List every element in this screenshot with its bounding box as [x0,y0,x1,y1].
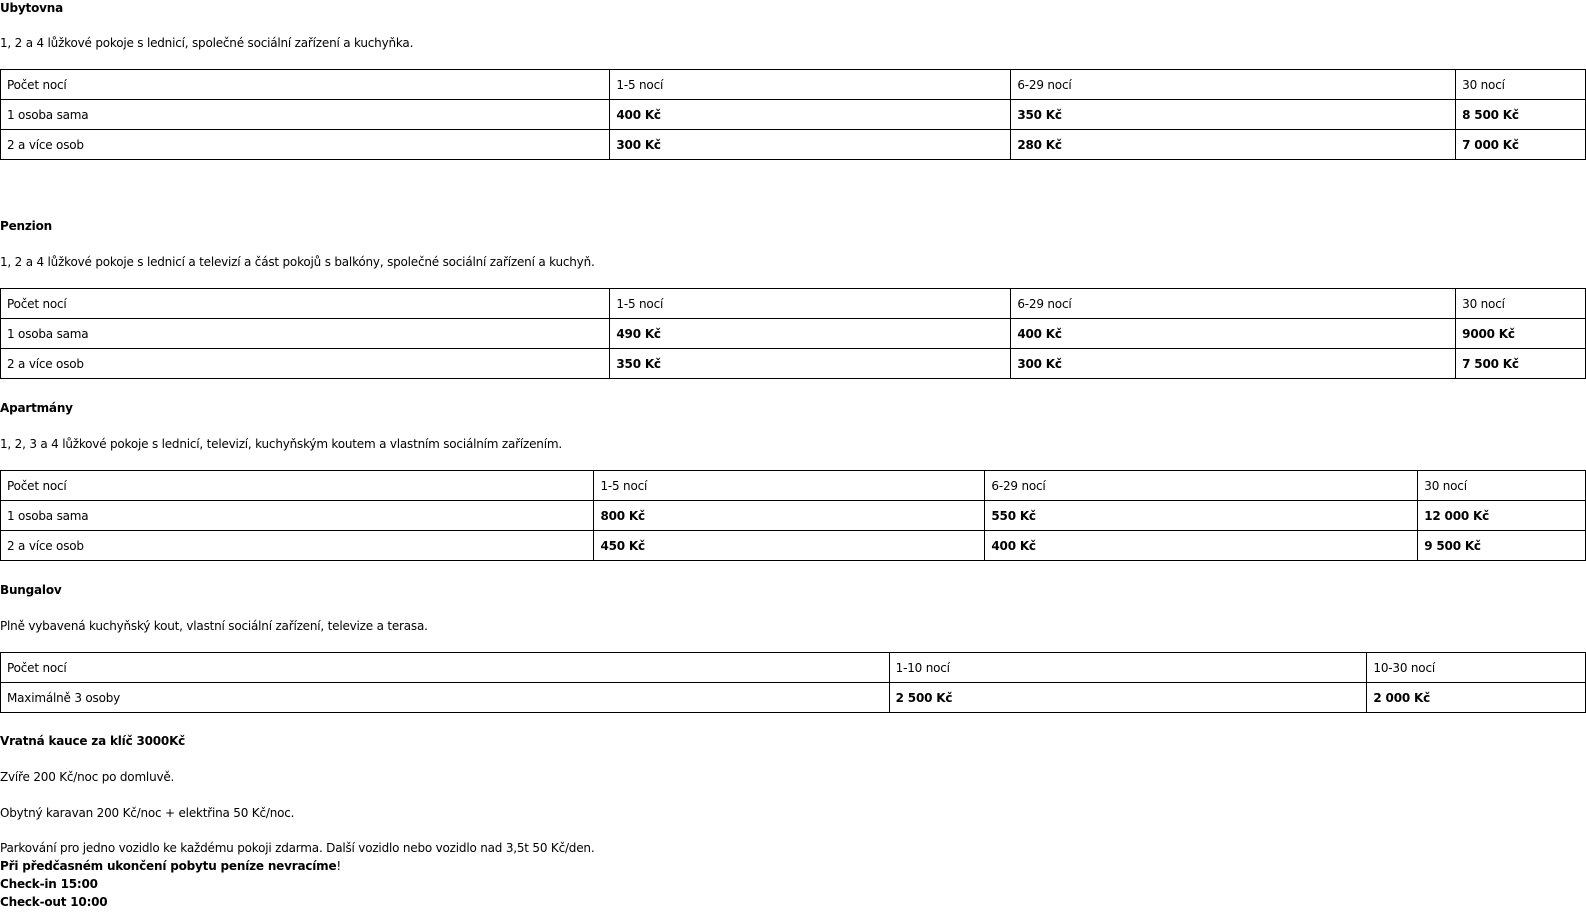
price-cell: 350 Kč [610,349,1011,379]
table-cell: 6-29 nocí [1011,70,1456,100]
table-cell: Počet nocí [1,70,610,100]
deposit-note: Vratná kauce za klíč 3000Kč [0,734,186,748]
section-description-apartmany: 1, 2, 3 a 4 lůžkové pokoje s lednicí, televizí, kuchyňským koutem a vlastním sociálním zařízením. [0,437,562,451]
price-cell: 9000 Kč [1456,319,1586,349]
table-row [1,130,1586,160]
price-cell: 7 000 Kč [1456,130,1586,160]
checkout-time: Check-out 10:00 [0,895,108,909]
price-cell: 9 500 Kč [1418,531,1586,561]
caravan-note: Obytný karavan 200 Kč/noc + elektřina 50 Kč/noc. [0,806,295,820]
refund-note-text: Při předčasném ukončení pobytu peníze nevracíme [0,859,337,873]
section-title-ubytovna: Ubytovna [0,1,63,15]
table-row [1,100,1586,130]
table-cell: 2 a více osob [1,349,610,379]
table-cell: 1 osoba sama [1,319,610,349]
table-row [1,501,1586,531]
table-row [1,319,1586,349]
table-row [1,683,1586,713]
price-cell: 400 Kč [1011,319,1456,349]
price-cell: 300 Kč [1011,349,1456,379]
table-cell: 1 osoba sama [1,100,610,130]
table-row [1,349,1586,379]
price-cell: 300 Kč [610,130,1011,160]
price-cell: 400 Kč [610,100,1011,130]
price-table-ubytovna [0,69,1586,160]
table-row [1,531,1586,561]
table-cell: 30 nocí [1456,289,1586,319]
section-description-ubytovna: 1, 2 a 4 lůžkové pokoje s lednicí, společné sociální zařízení a kuchyňka. [0,36,414,50]
price-cell: 8 500 Kč [1456,100,1586,130]
table-cell: 1-5 nocí [594,471,985,501]
table-cell: 6-29 nocí [1011,289,1456,319]
price-cell: 550 Kč [985,501,1418,531]
table-cell: Počet nocí [1,471,594,501]
table-cell: Počet nocí [1,653,890,683]
price-cell: 490 Kč [610,319,1011,349]
price-cell: 450 Kč [594,531,985,561]
pets-note: Zvíře 200 Kč/noc po domluvě. [0,770,175,784]
table-cell: 1-5 nocí [610,289,1011,319]
price-cell: 2 500 Kč [889,683,1367,713]
table-cell: 30 nocí [1456,70,1586,100]
table-cell: 6-29 nocí [985,471,1418,501]
table-cell: Počet nocí [1,289,610,319]
price-cell: 7 500 Kč [1456,349,1586,379]
section-description-bungalov: Plně vybavená kuchyňský kout, vlastní sociální zařízení, televize a terasa. [0,619,428,633]
table-cell: 1 osoba sama [1,501,594,531]
price-table-penzion [0,288,1586,379]
table-cell: 2 a více osob [1,531,594,561]
section-title-bungalov: Bungalov [0,583,62,597]
refund-note-exclamation: ! [336,859,342,873]
section-title-penzion: Penzion [0,219,52,233]
table-header-row [1,471,1586,501]
price-cell: 800 Kč [594,501,985,531]
table-header-row [1,70,1586,100]
section-title-apartmany: Apartmány [0,401,73,415]
price-cell: 400 Kč [985,531,1418,561]
parking-note: Parkování pro jedno vozidlo ke každému pokoji zdarma. Další vozidlo nebo vozidlo nad 3,5t 50 Kč/den. [0,841,595,855]
price-cell: 280 Kč [1011,130,1456,160]
table-cell: 1-5 nocí [610,70,1011,100]
price-table-bungalov [0,652,1586,713]
table-cell: 2 a více osob [1,130,610,160]
price-cell: 350 Kč [1011,100,1456,130]
price-cell: 2 000 Kč [1367,683,1586,713]
table-header-row [1,289,1586,319]
table-cell: 30 nocí [1418,471,1586,501]
checkin-time: Check-in 15:00 [0,877,98,891]
price-table-apartmany [0,470,1586,561]
refund-note [0,858,341,874]
table-cell: Maximálně 3 osoby [1,683,890,713]
section-description-penzion: 1, 2 a 4 lůžkové pokoje s lednicí a televizí a část pokojů s balkóny, společné sociální zařízení a kuchyň. [0,255,595,269]
table-cell: 10-30 nocí [1367,653,1586,683]
price-cell: 12 000 Kč [1418,501,1586,531]
table-header-row [1,653,1586,683]
table-cell: 1-10 nocí [889,653,1367,683]
